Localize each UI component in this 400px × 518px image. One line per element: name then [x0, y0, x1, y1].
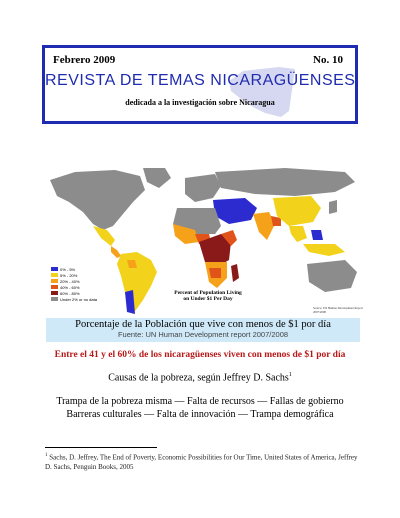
legend-swatch — [51, 297, 58, 301]
legend-label: 60% - 80% — [60, 290, 80, 296]
causes-text: Causas de la pobreza, según Jeffrey D. Sachs — [108, 372, 289, 384]
masthead — [42, 45, 358, 124]
legend-label: 40% - 60% — [60, 284, 80, 290]
map-source: Source: UN Human Development Report 2007/2008 — [313, 306, 363, 314]
footnote-ref: 1 — [288, 372, 292, 378]
legend-label: Under 2% or no data — [60, 296, 97, 302]
traps-line-1: Trampa de la pobreza misma — Falta de recursos — Fallas de gobierno — [56, 396, 344, 407]
legend-swatch — [51, 267, 58, 271]
magazine-subtitle: dedicada a la investigación sobre Nicaragua — [125, 98, 275, 107]
traps-line-2: Barreras culturales — Falta de innovación — Trampa demográfica — [66, 409, 334, 420]
magazine-title: REVISTA DE TEMAS NICARAGÜENSES — [45, 72, 356, 89]
caption-source: Fuente: UN Human Development report 2007/2008 — [117, 330, 289, 339]
footnote-divider — [45, 447, 157, 448]
map-legend — [51, 266, 97, 302]
world-poverty-map — [45, 168, 363, 318]
legend-item — [51, 296, 97, 302]
footnote-mark: 1 — [45, 453, 48, 458]
poverty-traps — [0, 395, 400, 421]
footnote — [45, 451, 361, 472]
map-caption: Percent of Population Living on Under $1 Per Day — [174, 290, 242, 302]
highlight-statement: Entre el 41 y el 60% de los nicaragüenses viven con menos de $1 por día — [54, 350, 346, 360]
legend-swatch — [51, 285, 58, 289]
causes-heading — [0, 372, 400, 383]
footnote-text: Sachs, D. Jeffrey, The End of Poverty, Economic Possibilities for Our Time, United States of America, Jeffrey D. Sachs, Penguin Books, 2005 — [45, 453, 358, 472]
issue-date: Febrero 2009 — [53, 54, 116, 66]
legend-swatch — [51, 279, 58, 283]
legend-swatch — [51, 273, 58, 277]
caption-box — [46, 318, 360, 342]
issue-number: No. 10 — [313, 54, 343, 66]
caption-main: Porcentaje de la Población que vive con menos de $1 por día — [75, 319, 331, 330]
legend-label: 5% - 20% — [60, 272, 78, 278]
legend-label: 20% - 40% — [60, 278, 80, 284]
legend-swatch — [51, 291, 58, 295]
legend-label: 0% - 5% — [60, 266, 76, 272]
